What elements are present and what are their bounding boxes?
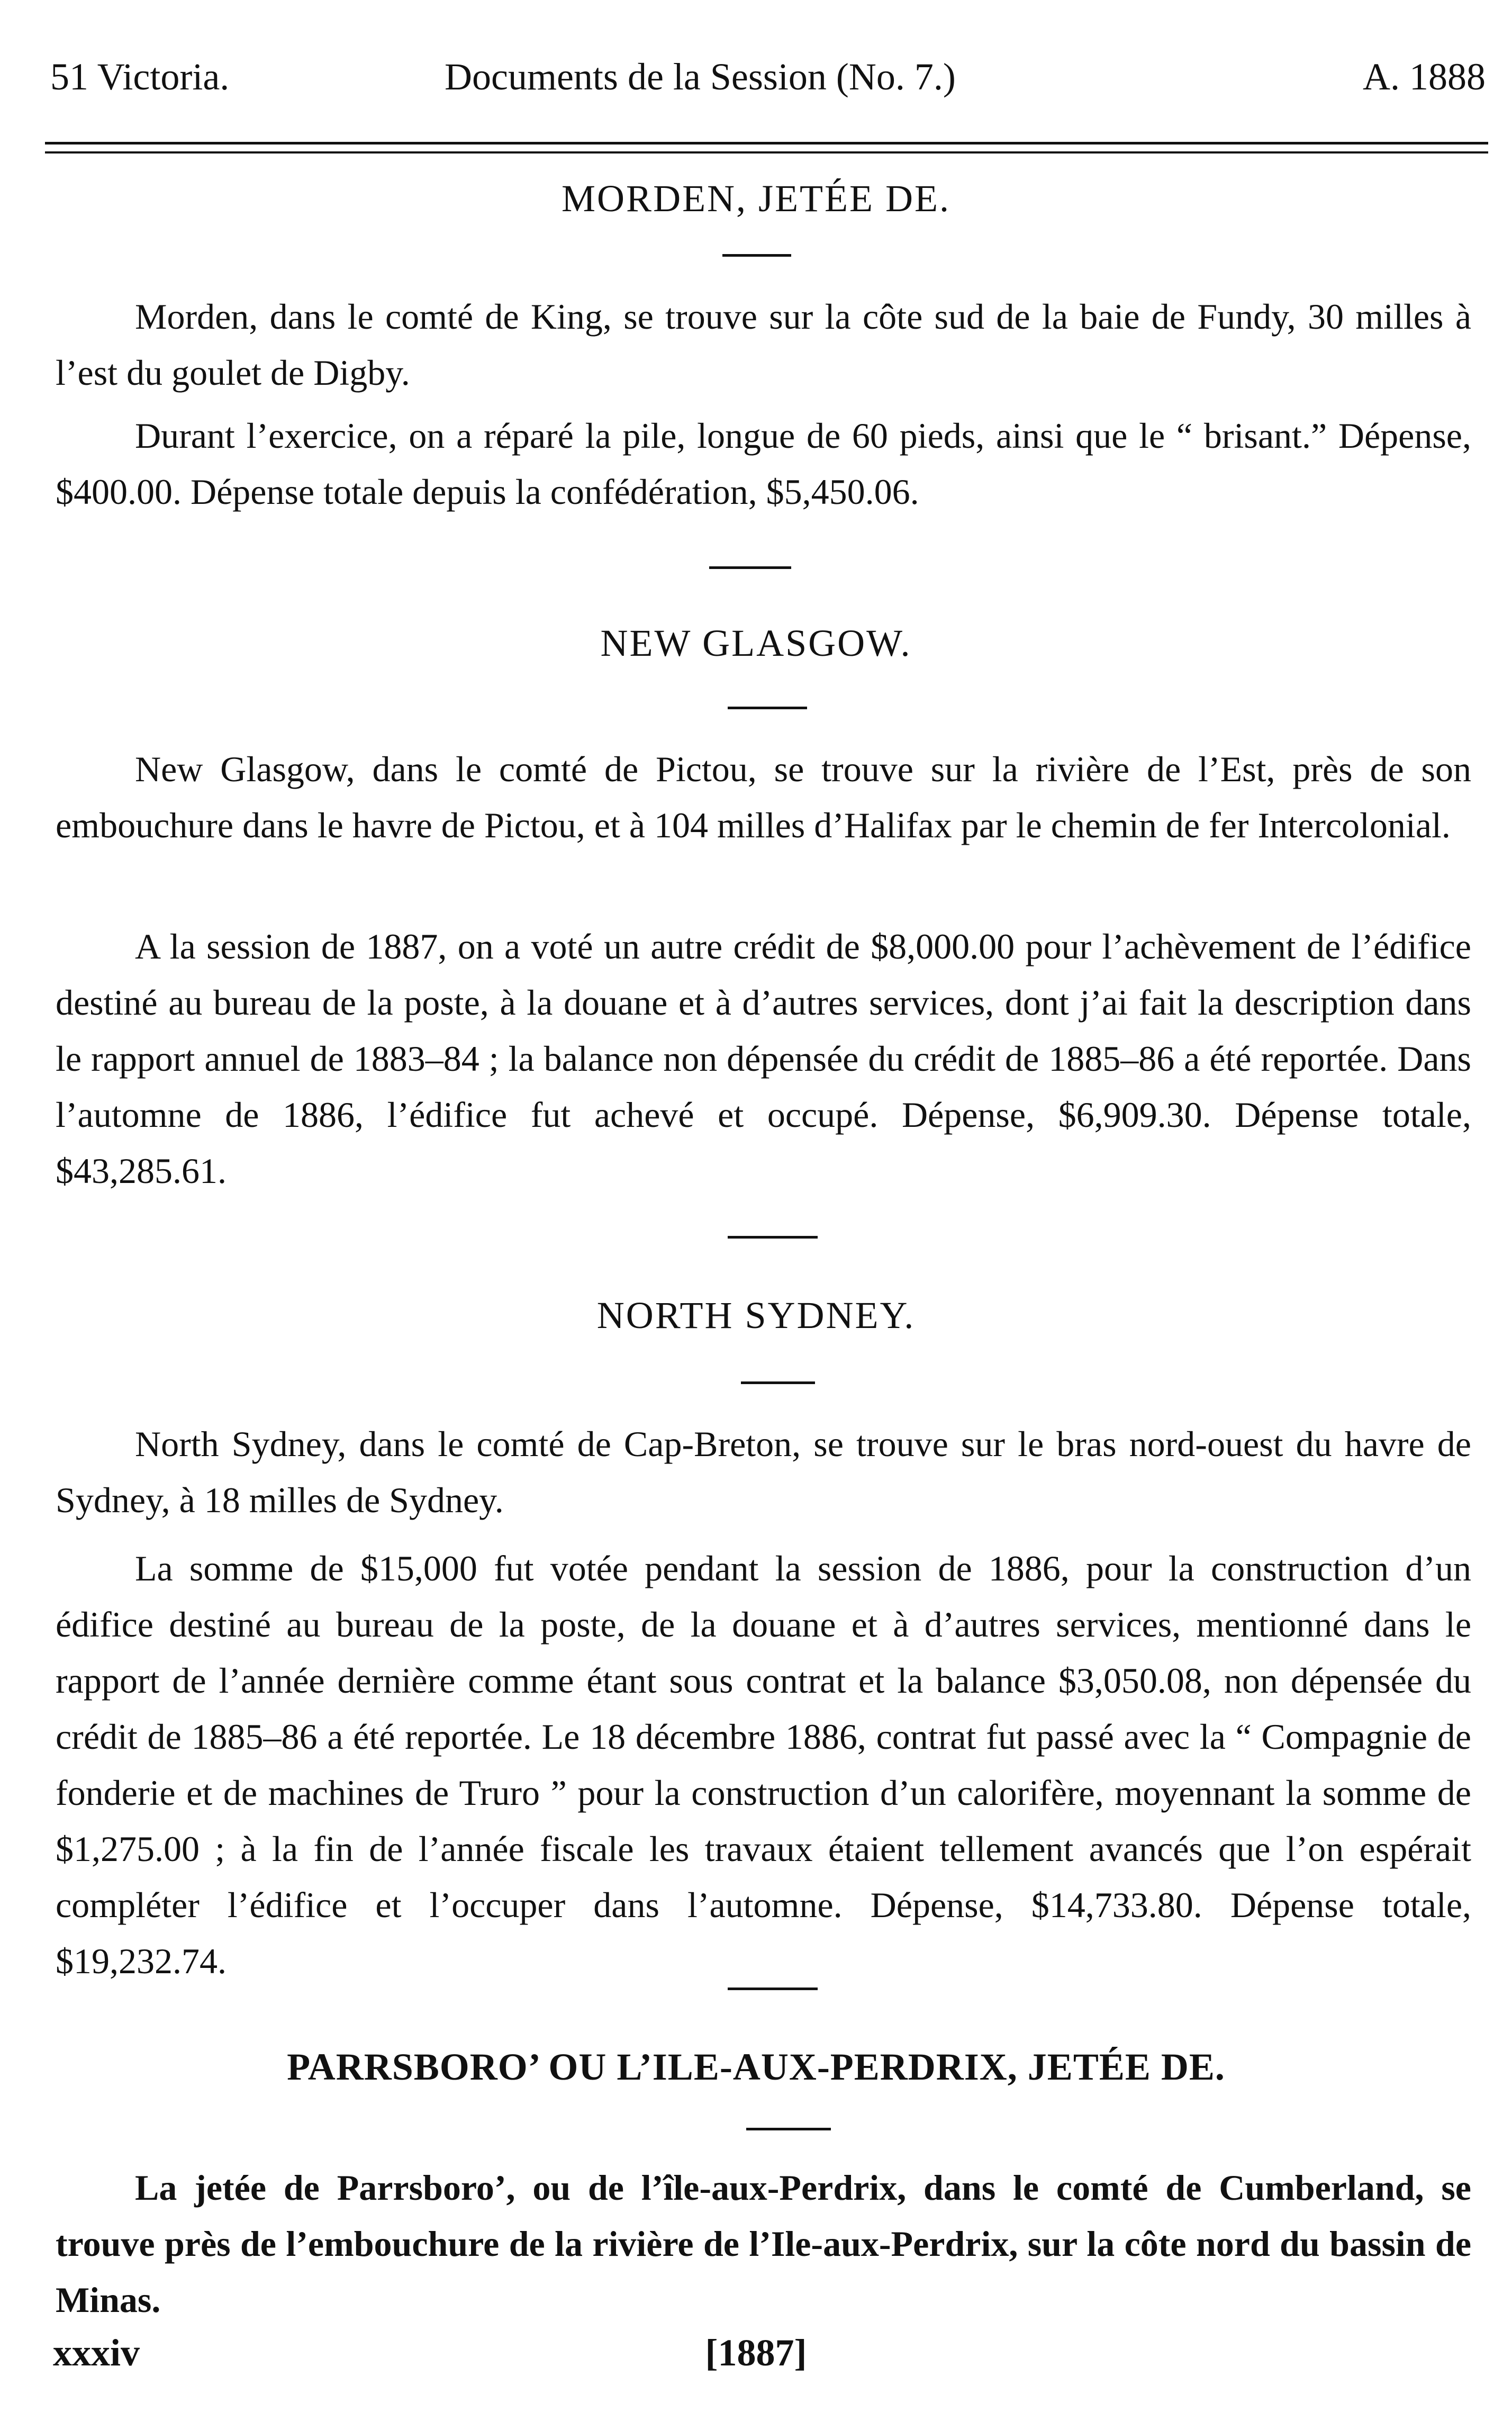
section-rule bbox=[746, 2128, 831, 2130]
paragraph: Durant l’exercice, on a réparé la pile, longue de 60 pieds, ainsi que le “ brisant.” Dépense, $400.00. Dépense totale depuis la confédération, $5,450.06. bbox=[56, 415, 1471, 512]
header-double-rule bbox=[45, 142, 1488, 153]
page-number-roman: xxxiv bbox=[53, 2332, 140, 2374]
paragraph: A la session de 1887, on a voté un autre crédit de $8,000.00 pour l’achèvement de l’édifice destiné au bureau de la poste, à la douane et à d’autres services, dont j’ai fait la description dans le rapport annuel de 1883–84 ; la balance non dépensée du crédit de 1885–86 a été reportée. Dans l’automne de 1886, l’édifice fut achevé et occupé. Dépense, $6,909.30. Dépense totale, $43,285.61. bbox=[56, 926, 1471, 1191]
paragraph: North Sydney, dans le comté de Cap-Breton, se trouve sur le bras nord-ouest du havre de Sydney, à 18 milles de Sydney. bbox=[56, 1424, 1471, 1520]
section-title-new-glasgow: NEW GLASGOW. bbox=[600, 622, 912, 664]
running-head-title: Documents de la Session (No. 7.) bbox=[445, 56, 956, 98]
section-separator-rule bbox=[728, 1236, 818, 1239]
section-separator-rule bbox=[728, 1988, 818, 1990]
section-separator-rule bbox=[709, 566, 791, 569]
paragraph: La somme de $15,000 fut votée pendant la session de 1886, pour la construction d’un édifice destiné au bureau de la poste, de la douane et à d’autres services, mentionné dans le rapport de l’année dernière comme étant sous contrat et la balance $3,050.08, non dépensée du crédit de 1885–86 a été reportée. Le 18 décembre 1886, contrat fut passé avec la “ Compagnie de fonderie et de machines de Truro ” pour la construction d’un calorifère, moyennant la somme de $1,275.00 ; à la fin de l’année fiscale les travaux étaient tellement avancés que l’on espérait compléter l’édifice et l’occuper dans l’automne. Dépense, $14,733.80. Dépense totale, $19,232.74. bbox=[56, 1548, 1471, 1981]
running-head bbox=[50, 53, 1486, 101]
section-title-north-sydney: NORTH SYDNEY. bbox=[596, 1294, 916, 1336]
paragraph: New Glasgow, dans le comté de Pictou, se trouve sur la rivière de l’Est, près de son embouchure dans le havre de Pictou, et à 104 milles d’Halifax par le chemin de fer Intercolonial. bbox=[56, 749, 1471, 845]
page-footer bbox=[0, 2326, 1512, 2379]
page-year-bracket: [1887] bbox=[705, 2332, 807, 2374]
section-title-parrsboro: PARRSBORO’ OU L’ILE-AUX-PERDRIX, JETÉE DE. bbox=[287, 2046, 1225, 2088]
section-rule bbox=[741, 1381, 815, 1384]
section-title-morden: MORDEN, JETÉE DE. bbox=[562, 177, 950, 220]
section-rule bbox=[722, 254, 791, 257]
paragraph: Morden, dans le comté de King, se trouve sur la côte sud de la baie de Fundy, 30 milles à l’est du goulet de Digby. bbox=[56, 296, 1471, 393]
running-head-year: A. 1888 bbox=[1363, 56, 1486, 98]
paragraph: La jetée de Parrsboro’, ou de l’île-aux-Perdrix, dans le comté de Cumberland, se trouve près de l’embouchure de la rivière de l’Ile-aux-Perdrix, sur la côte nord du bassin de Minas. bbox=[56, 2167, 1471, 2320]
section-rule bbox=[728, 707, 807, 709]
running-head-volume: 51 Victoria. bbox=[50, 56, 230, 98]
